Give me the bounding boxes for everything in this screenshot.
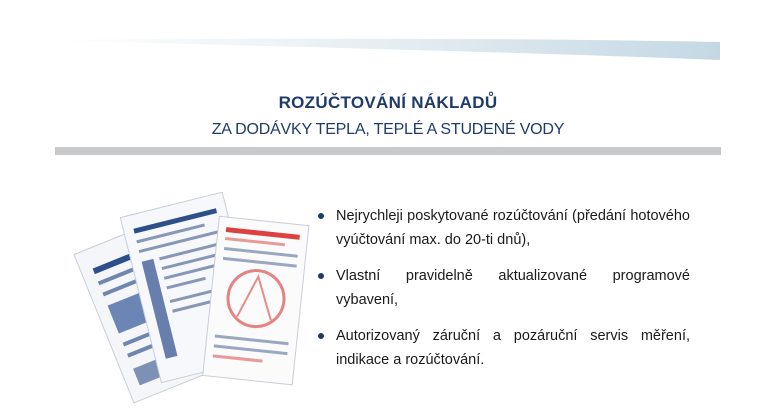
- header-swoosh-decoration: [0, 0, 770, 80]
- list-item-text: Vlastní pravidelně aktualizované programové vybavení,: [336, 268, 690, 308]
- title-block: [55, 92, 721, 141]
- page-subtitle: ZA DODÁVKY TEPLA, TEPLÉ A STUDENÉ VODY: [211, 121, 565, 138]
- bullet-icon: [318, 273, 324, 279]
- title-divider: [55, 147, 721, 155]
- list-item-text: Autorizovaný záruční a pozáruční servis měření, indikace a rozúčtování.: [336, 328, 690, 368]
- list-item: [318, 324, 690, 372]
- page-title: ROZÚČTOVÁNÍ NÁKLADŮ: [278, 93, 498, 112]
- bullet-list: [318, 204, 690, 384]
- list-item-text: Nejrychleji poskytované rozúčtování (předání hotového vyúčtování max. do 20-ti dnů),: [336, 208, 690, 248]
- bullet-icon: [318, 333, 324, 339]
- billing-documents-icon: [70, 178, 310, 408]
- list-item: [318, 264, 690, 312]
- list-item: [318, 204, 690, 252]
- bullet-icon: [318, 213, 324, 219]
